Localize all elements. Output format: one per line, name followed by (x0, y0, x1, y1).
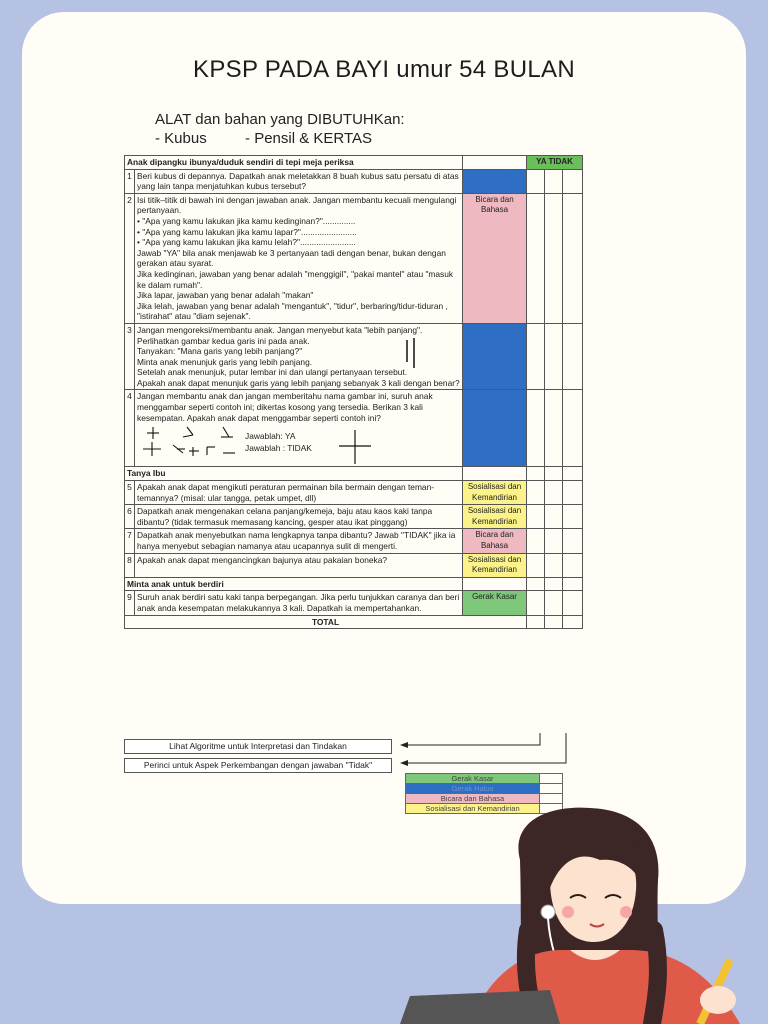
total-ya[interactable] (527, 615, 545, 629)
table-row: 3 Jangan mengoreksi/membantu anak. Jangan menyebut kata "lebih panjang". Perlihatkan gambar kedua garis ini pada anak. Tanyakan: "Mana garis yang lebih panjang?" Minta anak menunjuk garis yang lebih panjang. Setelah anak menunjuk, putar lembar ini dan ulangi pertanyaan tersebut. Apakah anak dapat menunjuk garis yang lebih panjang sebanyak 3 kali dengan benar? Gerak Halus (125, 323, 583, 390)
ya-checkbox[interactable] (527, 529, 545, 553)
ya-checkbox[interactable] (527, 505, 545, 529)
total-row (125, 615, 583, 629)
legend-gerak-kasar: Gerak Kasar (406, 774, 540, 784)
category-cell: Gerak Halus (463, 390, 527, 467)
tidak-checkbox[interactable] (545, 529, 563, 553)
algoritme-box: Lihat Algoritme untuk Interpretasi dan Tindakan (124, 739, 392, 754)
section-row: Minta anak untuk berdiri (125, 577, 583, 591)
legend-gerak-halus: Gerak Halus (406, 784, 540, 794)
tidak-checkbox[interactable] (545, 553, 563, 577)
page-title: KPSP PADA BAYI umur 54 BULAN (193, 56, 575, 83)
girl-illustration (400, 800, 768, 1024)
legend-sosialisasi: Sosialisasi dan Kemandirian (406, 804, 540, 814)
table-row: 1 Beri kubus di depannya. Dapatkah anak meletakkan 8 buah kubus satu persatu di atas yang lain tanpa menjatuhkan kubus tersebut? Gerak Halus (125, 169, 583, 193)
table-row: 4 Jangan membantu anak dan jangan memberitahu nama gambar ini, suruh anak menggambar seperti contoh ini; dikertas kosong yang tersedia. Berikan 3 kali kesempatan. Apakah anak dapat menggambar seperti contoh ini? Jawablah: YA Jawablah : TIDAK Gerak Halus (125, 390, 583, 467)
question-text: Dapatkah anak mengenakan celana panjang/kemeja, baju atau kaos kaki tanpa dibantu? (tidak termasuk memasang kancing, gesper atau ikat pinggang) (135, 505, 463, 529)
perinci-box: Perinci untuk Aspek Perkembangan dengan jawaban "Tidak" (124, 758, 392, 773)
question-text: Beri kubus di depannya. Dapatkah anak meletakkan 8 buah kubus satu persatu di atas yang lain tanpa menjatuhkan kubus tersebut? (135, 169, 463, 193)
ya-tidak-header: YA TIDAK (527, 156, 583, 170)
tidak-checkbox[interactable] (545, 193, 563, 323)
ya-checkbox[interactable] (527, 169, 545, 193)
cross-drawing-examples (137, 425, 257, 457)
kpsp-table-container (124, 155, 582, 629)
two-lines-figure (401, 338, 421, 370)
table-row: 7 Dapatkah anak menyebutkan nama lengkapnya tanpa dibantu? Jawab "TIDAK" jika ia hanya menyebut sebagian namanya atau ucapannya sulit di mengerti. Bicara dan Bahasa (125, 529, 583, 553)
table-row: 2 Isi titik–titik di bawah ini dengan jawaban anak. Jangan membantu kecuali mengulangi pertanyaan. • "Apa yang kamu lakukan jika kamu kedinginan?".............. • "Apa yang kamu lakukan jika kamu lapar?"........................ • "Apa yang kamu lakukan jika kamu lelah?"........................ Jawab "YA" bila anak menjawab ke 3 pertanyaan tadi dengan benar, bukan dengan gerakan atau syarat. Jika kedinginan, jawaban yang benar adalah "menggigil", "pakai mantel" atau "masuk ke dalam rumah". Jika lapar, jawaban yang benar adalah "makan" Jika lelah, jawaban yang benar adalah "mengantuk", "tidur", berbaring/tidur-tiduran , "istirahat" atau "diam sejenak". Bicara dan Bahasa (125, 193, 583, 323)
answer-yes-label: Jawablah: YA (245, 431, 296, 442)
ya-checkbox[interactable] (527, 553, 545, 577)
section-header: Anak dipangku ibunya/duduk sendiri di tepi meja periksa (125, 156, 463, 170)
kpsp-table (124, 155, 583, 629)
category-cell: Sosialisasi dan Kemandirian (463, 505, 527, 529)
tidak-checkbox[interactable] (545, 591, 563, 615)
correct-cross-figure (335, 428, 375, 468)
total-label: TOTAL (125, 615, 527, 629)
material-pensil: - Pensil & KERTAS (245, 130, 373, 147)
total-tidak[interactable] (545, 615, 563, 629)
category-cell: Sosialisasi dan Kemandirian (463, 553, 527, 577)
tidak-checkbox[interactable] (545, 323, 563, 390)
ya-checkbox[interactable] (527, 591, 545, 615)
materials-list (155, 110, 405, 148)
ya-checkbox[interactable] (527, 193, 545, 323)
question-text: Apakah anak dapat mengancingkan bajunya atau pakaian boneka? (135, 553, 463, 577)
tidak-checkbox[interactable] (545, 390, 563, 467)
category-cell: Gerak Kasar (463, 591, 527, 615)
table-row: 9 Suruh anak berdiri satu kaki tanpa berpegangan. Jika perlu tunjukkan caranya dan beri anak anda kesempatan melakukannya 3 kali. Dapatkah ia mempertahankan. Gerak Kasar (125, 591, 583, 615)
question-text: Jangan membantu anak dan jangan memberitahu nama gambar ini, suruh anak menggambar seperti contoh ini; dikertas kosong yang tersedia. Berikan 3 kali kesempatan. Apakah anak dapat menggambar seperti contoh ini? Jawablah: YA Jawablah : TIDAK (135, 390, 463, 467)
ya-checkbox[interactable] (527, 390, 545, 467)
table-row: 5 Apakah anak dapat mengikuti peraturan permainan bila bermain dengan teman-temannya? (misal: ular tangga, petak umpet, dll) Sosialisasi dan Kemandirian (125, 481, 583, 505)
question-text: Jangan mengoreksi/membantu anak. Jangan menyebut kata "lebih panjang". Perlihatkan gambar kedua garis ini pada anak. Tanyakan: "Mana garis yang lebih panjang?" Minta anak menunjuk garis yang lebih panjang. Setelah anak menunjuk, putar lembar ini dan ulangi pertanyaan tersebut. Apakah anak dapat menunjuk garis yang lebih panjang sebanyak 3 kali dengan benar? (135, 323, 463, 390)
category-cell: Gerak Halus (463, 323, 527, 390)
tidak-checkbox[interactable] (545, 505, 563, 529)
question-text: Dapatkah anak menyebutkan nama lengkapnya tanpa dibantu? Jawab "TIDAK" jika ia hanya menyebut sebagian namanya atau ucapannya sulit di mengerti. (135, 529, 463, 553)
legend-bicara: Bicara dan Bahasa (406, 794, 540, 804)
question-text: Apakah anak dapat mengikuti peraturan permainan bila bermain dengan teman-temannya? (misal: ular tangga, petak umpet, dll) (135, 481, 463, 505)
table-row: 8 Apakah anak dapat mengancingkan bajunya atau pakaian boneka? Sosialisasi dan Kemandirian (125, 553, 583, 577)
tidak-checkbox[interactable] (545, 169, 563, 193)
materials-heading: ALAT dan bahan yang DIBUTUHKan: (155, 111, 405, 128)
category-cell: Bicara dan Bahasa (463, 193, 527, 323)
ya-checkbox[interactable] (527, 481, 545, 505)
question-text: Suruh anak berdiri satu kaki tanpa berpegangan. Jika perlu tunjukkan caranya dan beri anak anda kesempatan melakukannya 3 kali. Dapatkah ia mempertahankan. (135, 591, 463, 615)
table-header-row (125, 156, 583, 170)
tidak-checkbox[interactable] (545, 481, 563, 505)
question-text: Isi titik–titik di bawah ini dengan jawaban anak. Jangan membantu kecuali mengulangi pertanyaan. • "Apa yang kamu lakukan jika kamu kedinginan?".............. • "Apa yang kamu lakukan jika kamu lapar?"........................ • "Apa yang kamu lakukan jika kamu lelah?"........................ Jawab "YA" bila anak menjawab ke 3 pertanyaan tadi dengan benar, bukan dengan gerakan atau syarat. Jika kedinginan, jawaban yang benar adalah "menggigil", "pakai mantel" atau "masuk ke dalam rumah". Jika lapar, jawaban yang benar adalah "makan" Jika lelah, jawaban yang benar adalah "mengantuk", "tidur", berbaring/tidur-tiduran , "istirahat" atau "diam sejenak". (135, 193, 463, 323)
section-row: Tanya Ibu (125, 467, 583, 481)
category-cell: Bicara dan Bahasa (463, 529, 527, 553)
ya-checkbox[interactable] (527, 323, 545, 390)
answer-no-label: Jawablah : TIDAK (245, 443, 312, 454)
category-cell: Sosialisasi dan Kemandirian (463, 481, 527, 505)
category-cell: Gerak Halus (463, 169, 527, 193)
table-row: 6 Dapatkah anak mengenakan celana panjang/kemeja, baju atau kaos kaki tanpa dibantu? (tidak termasuk memasang kancing, gesper atau ikat pinggang) Sosialisasi dan Kemandirian (125, 505, 583, 529)
material-kubus: - Kubus (155, 130, 207, 147)
